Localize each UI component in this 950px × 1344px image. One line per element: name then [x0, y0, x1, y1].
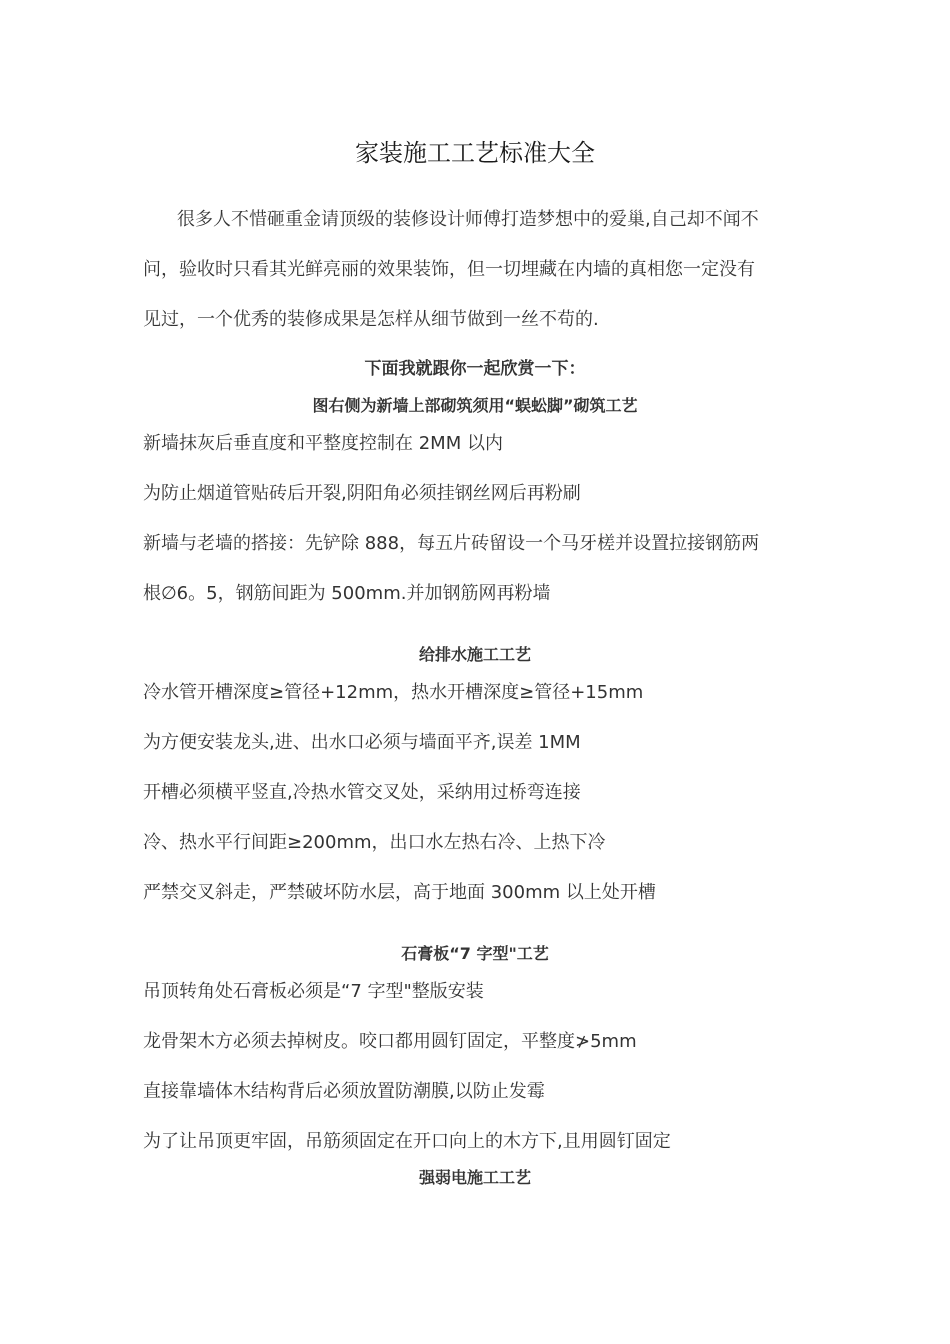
- section-line: 为了让吊顶更牢固，吊筋须固定在开口向上的木方下,且用圆钉固定: [143, 1131, 671, 1152]
- section-line: 为方便安装龙头,进、出水口必须与墙面平齐,误差 1MM: [143, 732, 581, 753]
- section-line: 直接靠墙体木结构背后必须放置防潮膜,以防止发霉: [143, 1081, 545, 1102]
- section-heading-masonry: 图右侧为新墙上部砌筑须用“蜈蚣脚”砌筑工艺: [312, 396, 638, 415]
- lead-heading: 下面我就跟你一起欣赏一下：: [364, 359, 586, 379]
- section-heading-plumbing: 给排水施工工艺: [418, 645, 531, 664]
- section-line: 根∅6。5，钢筋间距为 500mm.并加钢筋网再粉墙: [143, 583, 551, 604]
- section-line: 为防止烟道管贴砖后开裂,阴阳角必须挂钢丝网后再粉刷: [143, 483, 581, 504]
- intro-line: 很多人不惜砸重金请顶级的装修设计师傅打造梦想中的爱巢,自己却不闻不: [177, 209, 759, 230]
- section-line: 新墙抹灰后垂直度和平整度控制在 2MM 以内: [143, 433, 503, 454]
- section-line: 冷水管开槽深度≥管径+12mm，热水开槽深度≥管径+15mm: [143, 682, 644, 703]
- section-line: 吊顶转角处石膏板必须是“7 字型"整版安装: [143, 981, 484, 1002]
- section-line: 龙骨架木方必须去掉树皮。咬口都用圆钉固定，平整度≯5mm: [143, 1031, 637, 1052]
- document-title: 家装施工工艺标准大全: [355, 139, 595, 167]
- intro-line: 问，验收时只看其光鲜亮丽的效果装饰，但一切埋藏在内墙的真相您一定没有: [143, 259, 755, 280]
- section-line: 新墙与老墙的搭接：先铲除 888，每五片砖留设一个马牙槎并设置拉接钢筋两: [143, 533, 760, 554]
- section-line: 严禁交叉斜走，严禁破坏防水层，高于地面 300mm 以上处开槽: [143, 882, 656, 903]
- section-heading-gypsum: 石膏板“7 字型"工艺: [401, 944, 549, 963]
- intro-line: 见过，一个优秀的装修成果是怎样从细节做到一丝不苟的.: [143, 309, 599, 330]
- section-line: 开槽必须横平竖直,冷热水管交叉处，采纳用过桥弯连接: [143, 782, 581, 803]
- section-heading-electrical: 强弱电施工工艺: [418, 1168, 531, 1187]
- section-line: 冷、热水平行间距≥200mm，出口水左热右冷、上热下冷: [143, 832, 606, 853]
